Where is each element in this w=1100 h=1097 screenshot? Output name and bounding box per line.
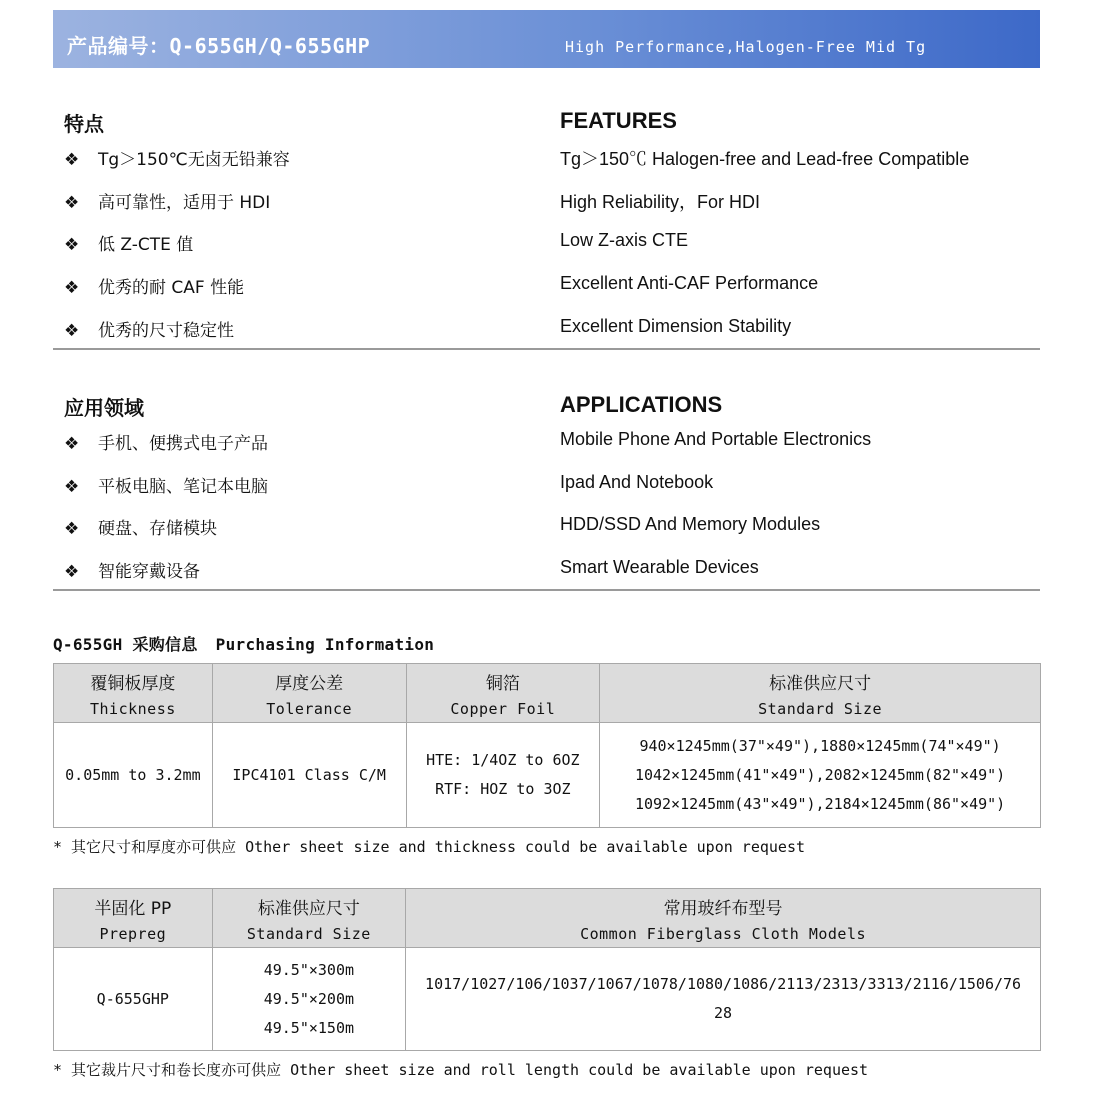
applications-title-cn: 应用领域 [64, 396, 144, 420]
copper-foil-cell: HTE: 1/4OZ to 6OZ RTF: HOZ to 3OZ [406, 723, 600, 828]
prepreg-model-cell: Q-655GHP [54, 948, 213, 1051]
diamond-bullet-icon: ❖ [64, 150, 80, 170]
application-item-cn: ❖ 手机、便携式电子产品 [64, 434, 268, 454]
purchasing-table [53, 663, 1041, 828]
header-banner [53, 10, 1040, 68]
application-item-cn: ❖ 智能穿戴设备 [64, 562, 200, 582]
section-divider [53, 589, 1040, 591]
tolerance-cell: IPC4101 Class C/M [212, 723, 406, 828]
column-header-prepreg: 半固化 PP Prepreg [54, 889, 213, 948]
features-title-en: FEATURES [560, 108, 677, 133]
diamond-bullet-icon: ❖ [64, 519, 80, 539]
column-header-tolerance: 厚度公差 Tolerance [212, 664, 406, 723]
feature-item-cn: ❖ 优秀的尺寸稳定性 [64, 321, 234, 341]
diamond-bullet-icon: ❖ [64, 562, 80, 582]
feature-item-en: Excellent Anti-CAF Performance [560, 273, 819, 293]
applications-title-en: APPLICATIONS [560, 392, 723, 417]
application-item-cn: ❖ 平板电脑、笔记本电脑 [64, 477, 268, 497]
feature-item-en: Low Z-axis CTE [560, 230, 689, 250]
features-title-cn: 特点 [64, 112, 104, 136]
table-header-row [54, 889, 1041, 948]
purchasing-heading [53, 632, 434, 655]
feature-item-cn: ❖ 低 Z-CTE 值 [64, 235, 194, 255]
cloth-models-cell: 1017/1027/106/1037/1067/1078/1080/1086/2113/2313/3313/2116/1506/76 28 [406, 948, 1041, 1051]
feature-item-cn: ❖ Tg＞150℃无卤无铅兼容 [64, 150, 290, 170]
purchasing-heading-en: Purchasing Information [215, 635, 435, 654]
application-item-en: Mobile Phone And Portable Electronics [560, 429, 872, 449]
table-row [54, 723, 1041, 828]
product-code: 产品编号：Q-655GH/Q-655GHP [67, 34, 371, 58]
prepreg-note: * 其它裁片尺寸和卷长度亦可供应 Other sheet size and roll length could be available upon request [53, 1061, 869, 1079]
diamond-bullet-icon: ❖ [64, 278, 80, 298]
table-header-row [54, 664, 1041, 723]
application-item-en: Ipad And Notebook [560, 472, 714, 492]
thickness-cell: 0.05mm to 3.2mm [54, 723, 213, 828]
feature-item-en: Excellent Dimension Stability [560, 316, 792, 336]
column-header-standard-size: 标准供应尺寸 Standard Size [600, 664, 1041, 723]
column-header-copper-foil: 铜箔 Copper Foil [406, 664, 600, 723]
table-row [54, 948, 1041, 1051]
purchasing-heading-cn: Q-655GH 采购信息 [53, 635, 198, 654]
column-header-thickness: 覆铜板厚度 Thickness [54, 664, 213, 723]
application-item-en: Smart Wearable Devices [560, 557, 759, 577]
diamond-bullet-icon: ❖ [64, 434, 80, 454]
prepreg-table [53, 888, 1041, 1051]
diamond-bullet-icon: ❖ [64, 321, 80, 341]
product-subtitle: High Performance,Halogen-Free Mid Tg [565, 38, 927, 56]
feature-item-cn: ❖ 优秀的耐 CAF 性能 [64, 278, 245, 298]
prepreg-size-cell: 49.5"×300m 49.5"×200m 49.5"×150m [212, 948, 406, 1051]
application-item-cn: ❖ 硬盘、存储模块 [64, 519, 217, 539]
feature-item-cn: ❖ 高可靠性，适用于 HDI [64, 193, 271, 213]
diamond-bullet-icon: ❖ [64, 477, 80, 497]
application-item-en: HDD/SSD And Memory Modules [560, 514, 821, 534]
standard-size-cell: 940×1245mm(37"×49"),1880×1245mm(74"×49") 1042×1245mm(41"×49"),2082×1245mm(82"×49") 1092×1245mm(43"×49"),2184×1245mm(86"×49") [600, 723, 1041, 828]
feature-item-en: High Reliability，For HDI [560, 192, 761, 212]
purchasing-note: * 其它尺寸和厚度亦可供应 Other sheet size and thickness could be available upon request [53, 838, 806, 856]
section-divider [53, 348, 1040, 350]
column-header-cloth-models: 常用玻纤布型号 Common Fiberglass Cloth Models [406, 889, 1041, 948]
diamond-bullet-icon: ❖ [64, 193, 80, 213]
column-header-standard-size: 标准供应尺寸 Standard Size [212, 889, 406, 948]
diamond-bullet-icon: ❖ [64, 235, 80, 255]
feature-item-en: Tg＞150℃ Halogen-free and Lead-free Compatible [560, 149, 970, 169]
